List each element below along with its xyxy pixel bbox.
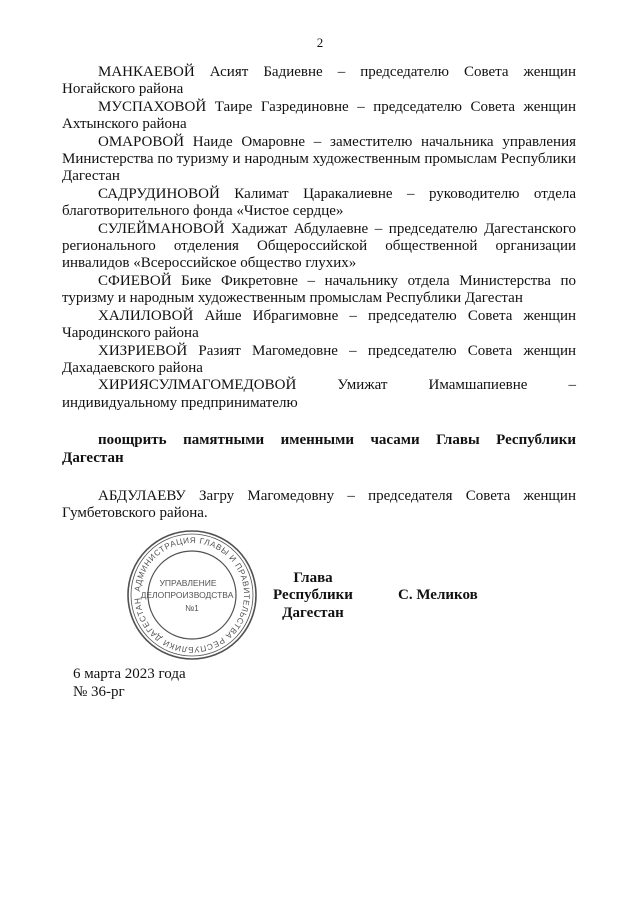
award-rest: Гумбетовского района. [62,505,208,522]
recipient-entry [62,186,576,221]
decision-text [62,432,576,467]
stamp-line-3: №1 [185,603,199,613]
recipient-entry-first-line: СФИЕВОЙ Бике Фикретовне – начальнику отдела Министерства по [98,272,576,289]
document-number: № 36-рг [73,684,125,700]
recipient-entry-rest: Министерства по туризму и народным художественным промыслам Республики Дагестан [62,151,576,185]
recipient-entry-first-line: МАНКАЕВОЙ Асият Бадиевне – председателю Совета женщин [98,64,576,80]
recipient-entry-first-line: САДРУДИНОВОЙ Калимат Царакалиевне – руководителю отдела [98,185,576,202]
decision-rest: Дагестан [62,449,124,466]
recipient-entry-rest: Ногайского района [62,81,184,98]
recipient-entry-first-line: ОМАРОВОЙ Наиде Омаровне – заместителю начальника управления [98,133,576,150]
recipient-entry-first-line: ХИРИЯСУЛМАГОМЕДОВОЙ Умижат Имамшапиевне – [98,377,576,394]
recipient-entry-rest: благотворительного фонда «Чистое сердце» [62,203,344,220]
recipient-entry [62,64,576,99]
recipient-entry-rest: регионального отделения Общероссийской общественной организации инвалидов «Всероссийское общество глухих» [62,238,576,272]
recipient-entry-first-line: ХАЛИЛОВОЙ Айше Ибрагимовне – председателю Совета женщин [98,307,576,324]
recipient-entry-first-line: ХИЗРИЕВОЙ Разият Магомедовне – председателю Совета женщин [98,342,576,359]
recipient-entry [62,308,576,343]
award-first-line: АБДУЛАЕВУ Загру Магомедовну – председателя Совета женщин [98,487,576,504]
page-number: 2 [316,35,324,50]
recipient-entry-rest: индивидуальному предпринимателю [62,394,298,411]
signatory-title-line-1: Глава [293,570,333,586]
recipient-list [62,64,576,412]
recipient-entry-first-line: СУЛЕЙМАНОВОЙ Хадижат Абдулаевне – председателю Дагестанского [98,220,576,237]
signatory-title [258,570,368,622]
signatory-title-line-2: Республики Дагестан [273,587,353,621]
document-date: 6 марта 2023 года [73,666,186,682]
decision-first-line: поощрить памятными именными часами Главы Республики [98,432,576,449]
document-footer [73,665,186,701]
document-body [62,64,576,523]
recipient-entry [62,221,576,273]
award-recipient [62,488,576,523]
stamp-ring-text: АДМИНИСТРАЦИЯ ГЛАВЫ И ПРАВИТЕЛЬСТВА РЕСПУБЛИКИ ДАГЕСТАН [132,535,252,655]
signatory-name: С. Меликов [398,587,478,603]
recipient-entry [62,99,576,134]
recipient-entry-rest: Ахтынского района [62,116,187,133]
recipient-entry-rest: Дахадаевского района [62,359,203,376]
recipient-entry [62,343,576,378]
recipient-entry-first-line: МУСПАХОВОЙ Таире Газрединовне – председателю Совета женщин [98,98,576,115]
stamp-line-2: ДЕЛОПРОИЗВОДСТВА [140,590,234,600]
signature-block [0,570,640,640]
recipient-entry-rest: туризму и народным художественным промыслам Республики Дагестан [62,290,523,307]
stamp-line-1: УПРАВЛЕНИЕ [159,578,217,588]
recipient-entry [62,273,576,308]
recipient-entry [62,377,576,412]
recipient-entry [62,134,576,186]
recipient-entry-rest: Чародинского района [62,325,199,342]
